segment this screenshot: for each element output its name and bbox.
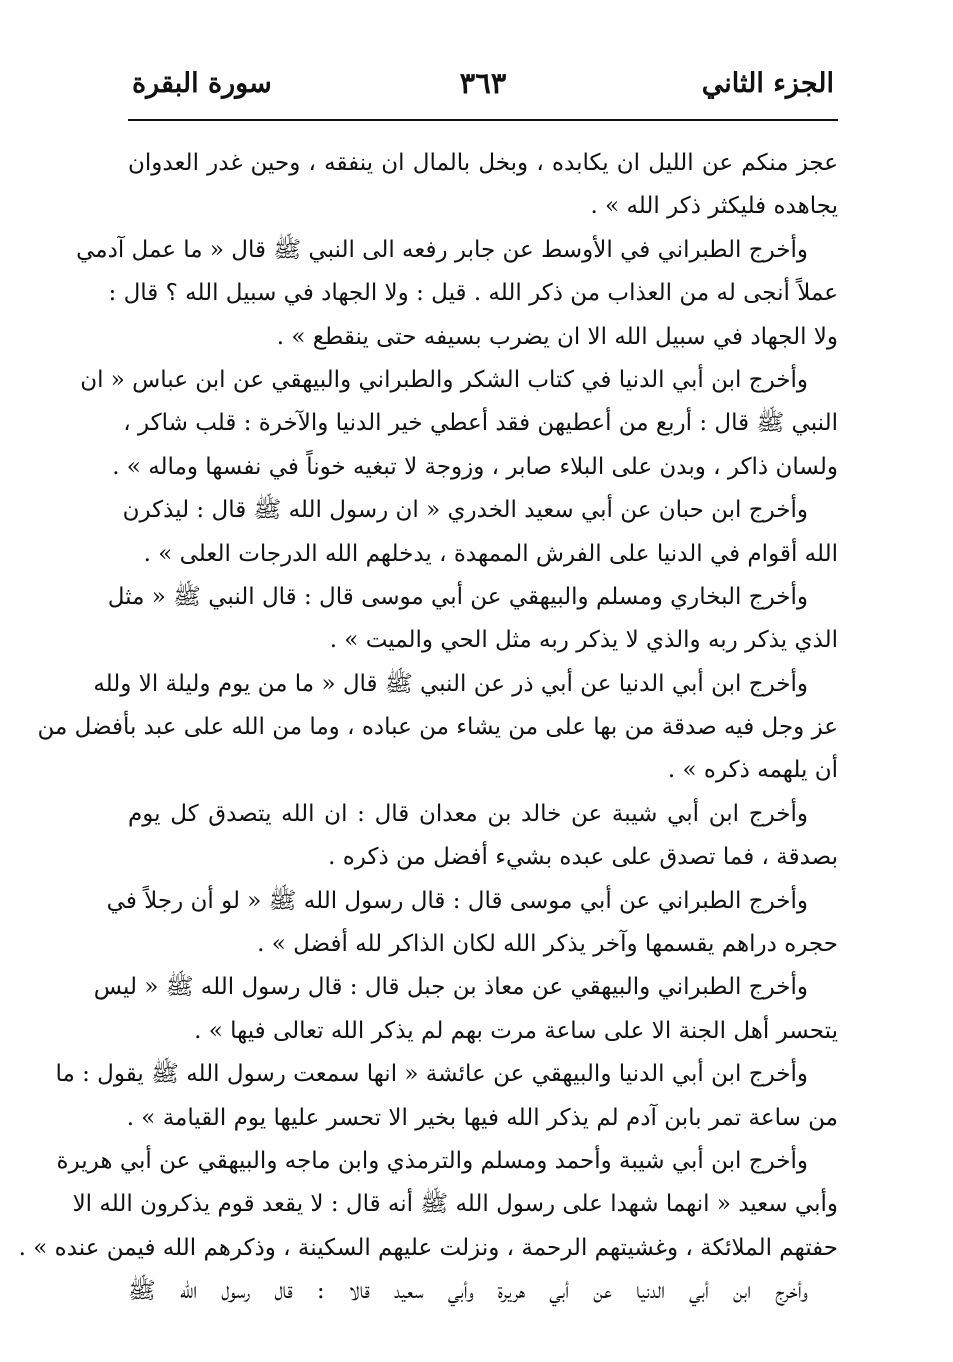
page-number: ٣٦٣: [459, 66, 507, 100]
text-line: يتحسر أهل الجنة الا على ساعة مرت بهم لم يذكر الله تعالى فيها » .: [194, 1017, 838, 1044]
text-line: وأخرج ابن أبي الدنيا عن أبي ذر عن النبي ﷺ قال « ما من يوم وليلة الا ولله: [93, 670, 808, 697]
text-line: الذي يذكر ربه والذي لا يذكر ربه مثل الحي والميت » .: [329, 627, 838, 654]
text-line: عملاً أنجى له من العذاب من ذكر الله . قيل : ولا الجهاد في سبيل الله ؟ قال :: [108, 280, 838, 307]
text-line: وأخرج ابن أبي شيبة عن خالد بن معدان قال : ان الله يتصدق كل يوم: [128, 800, 808, 827]
text-line: وأخرج الطبراني عن أبي موسى قال : قال رسول الله ﷺ « لو أن رجلاً في: [106, 887, 808, 914]
text-line: وأخرج ابن أبي شيبة وأحمد ومسلم والترمذي وابن ماجه والبيهقي عن أبي هريرة: [56, 1147, 808, 1174]
page-header: [128, 64, 838, 110]
text-line: الله أقوام في الدنيا على الفرش الممهدة ، يدخلهم الله الدرجات العلى » .: [143, 540, 838, 567]
text-line: وأخرج ابن حبان عن أبي سعيد الخدري « ان رسول الله ﷺ قال : ليذكرن: [122, 497, 808, 524]
text-line: من ساعة تمر بابن آدم لم يذكر الله فيها بخير الا تحسر عليها يوم القيامة » .: [126, 1104, 838, 1131]
body-text: [18, 142, 838, 1314]
text-line: ولا الجهاد في سبيل الله الا ان يضرب بسيفه حتى ينقطع » .: [276, 323, 838, 350]
text-line: حجره دراهم يقسمها وآخر يذكر الله لكان الذاكر لله أفضل » .: [257, 931, 838, 958]
text-line: يجاهده فليكثر ذكر الله » .: [590, 193, 838, 220]
text-line: وأخرج الطبراني في الأوسط عن جابر رفعه الى النبي ﷺ قال « ما عمل آدمي: [76, 236, 808, 263]
text-line: النبي ﷺ قال : أربع من أعطيهن فقد أعطي خير الدنيا والآخرة : قلب شاكر ،: [123, 410, 838, 437]
text-line: بصدقة ، فما تصدق على عبده بشيء أفضل من ذكره .: [328, 844, 838, 871]
juz-title: الجزء الثاني: [701, 68, 834, 99]
text-line: وأخرج البخاري ومسلم والبيهقي عن أبي موسى قال : قال النبي ﷺ « مثل: [107, 583, 808, 610]
text-line: أن يلهمه ذكره » .: [667, 757, 838, 784]
header-rule: [128, 119, 838, 121]
text-line: وأخرج الطبراني والبيهقي عن معاذ بن جبل قال : قال رسول الله ﷺ « ليس: [93, 974, 808, 1001]
text-line: عز وجل فيه صدقة من بها على من يشاء من عباده ، وما من الله على عبد بأفضل من: [37, 714, 838, 741]
text-line: وأخرج ابن أبي الدنيا والبيهقي عن عائشة « انها سمعت رسول الله ﷺ يقول : ما: [55, 1061, 808, 1088]
text-line: وأبي سعيد « انهما شهدا على رسول الله ﷺ أنه قال : لا يقعد قوم يذكرون الله الا: [72, 1191, 838, 1218]
text-line: ولسان ذاكر ، وبدن على البلاء صابر ، وزوجة لا تبغيه خوناً في نفسها وماله » .: [112, 453, 838, 480]
text-line: وأخرج ابن أبي الدنيا في كتاب الشكر والطبراني والبيهقي عن ابن عباس « ان: [80, 366, 808, 393]
text-line: وأخرج ابن أبي الدنيا عن أبي هريرة وأبي سعيد قالا : قال رسول الله ﷺ: [128, 1278, 808, 1305]
surah-title: سورة البقرة: [132, 68, 272, 99]
text-line: عجز منكم عن الليل ان يكابده ، وبخل بالمال ان ينفقه ، وحين غدر العدوان: [128, 150, 838, 176]
text-line: حفتهم الملائكة ، وغشيتهم الرحمة ، ونزلت عليهم السكينة ، وذكرهم الله فيمن عنده » .: [18, 1234, 838, 1261]
